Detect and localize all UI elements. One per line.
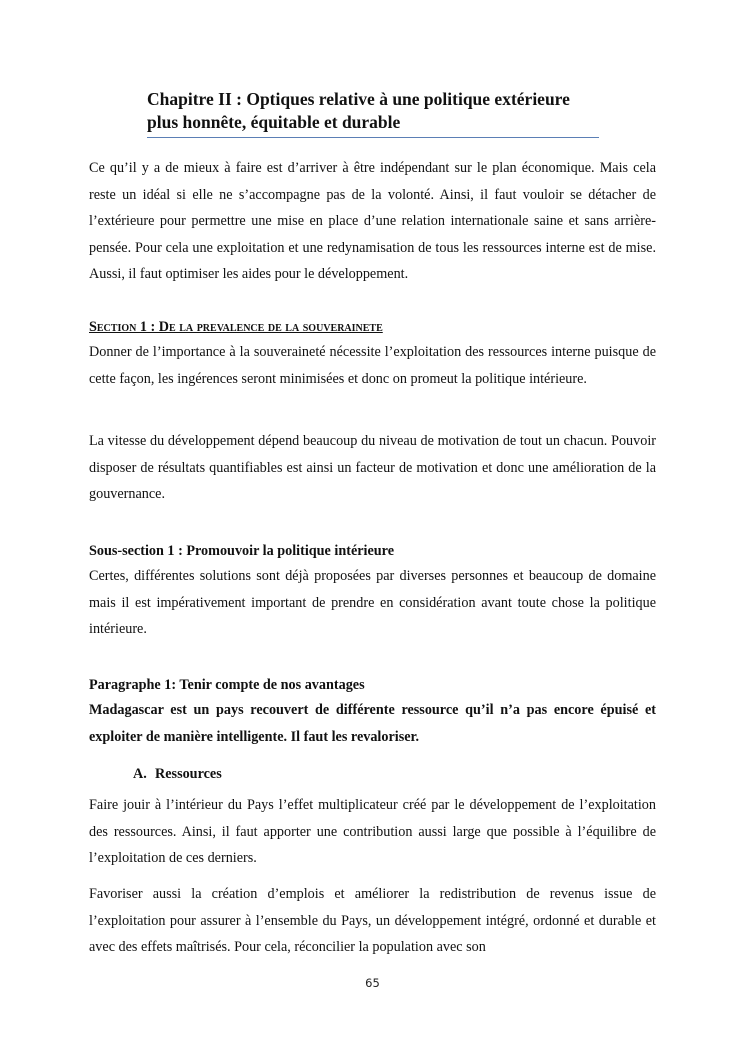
subsection-1-paragraph: Certes, différentes solutions sont déjà proposées par diverses personnes et beaucoup de domaine mais il est impérativement important de prendre en considération avant toute chose la politique intérieure. <box>89 568 656 637</box>
chapter-title-line1: Chapitre II : Optiques relative à une politique extérieure <box>147 89 570 109</box>
chapter-title <box>147 88 607 134</box>
subsection-a-heading <box>133 762 222 786</box>
subsection-a-paragraph-1: Faire jouir à l’intérieur du Pays l’effet multiplicateur créé par le développement de l’exploitation des ressources. Ainsi, il faut apporter une contribution aussi large que possible à l’équilibre de l’exploitation de ces derniers. <box>89 797 656 866</box>
chapter-title-line2: plus honnête, équitable et durable <box>147 112 401 132</box>
section-1-paragraph-1: Donner de l’importance à la souveraineté nécessite l’exploitation des ressources interne puisque de cette façon, les ingérences seront minimisées et donc on promeut la politique intérieure. <box>89 344 656 387</box>
subsection-1-heading: Sous-section 1 : Promouvoir la politique intérieure <box>89 543 395 559</box>
chapter-title-underline <box>147 137 599 138</box>
paragraph-1-heading: Paragraphe 1: Tenir compte de nos avantages <box>89 677 365 693</box>
section-1-paragraph-2: La vitesse du développement dépend beaucoup du niveau de motivation de tout un chacun. Pouvoir disposer de résultats quantifiables est ainsi un facteur de motivation et donc une amélioration de la gouvernance. <box>89 433 656 502</box>
intro-paragraph: Ce qu’il y a de mieux à faire est d’arriver à être indépendant sur le plan économique. Mais cela reste un idéal si elle ne s’accompagne pas de la volonté. Ainsi, il faut vouloir se détacher de l’extérieure pour permettre une mise en place d’une relation internationale saine et sans arrière-pensée. Pour cela une exploitation et une redynamisation de tous les ressources interne est de mise. Aussi, il faut optimiser les aides pour le développement. <box>89 160 656 282</box>
page-number: 65 <box>365 976 380 990</box>
subsection-a-paragraph-2: Favoriser aussi la création d’emplois et améliorer la redistribution de revenus issue de l’exploitation pour assurer à l’ensemble du Pays, un développement intégré, ordonné et durable et avec des effets maîtrisés. Pour cela, réconcilier la population avec son <box>89 886 656 955</box>
section-1-heading: Section 1 : De la prevalence de la souverainete <box>89 319 383 335</box>
paragraph-1-bold-text: Madagascar est un pays recouvert de différente ressource qu’il n’a pas encore épuisé et exploiter de manière intelligente. Il faut les revaloriser. <box>89 702 656 745</box>
subsection-a-title: Ressources <box>155 766 222 782</box>
subsection-a-label: A. <box>133 766 147 782</box>
